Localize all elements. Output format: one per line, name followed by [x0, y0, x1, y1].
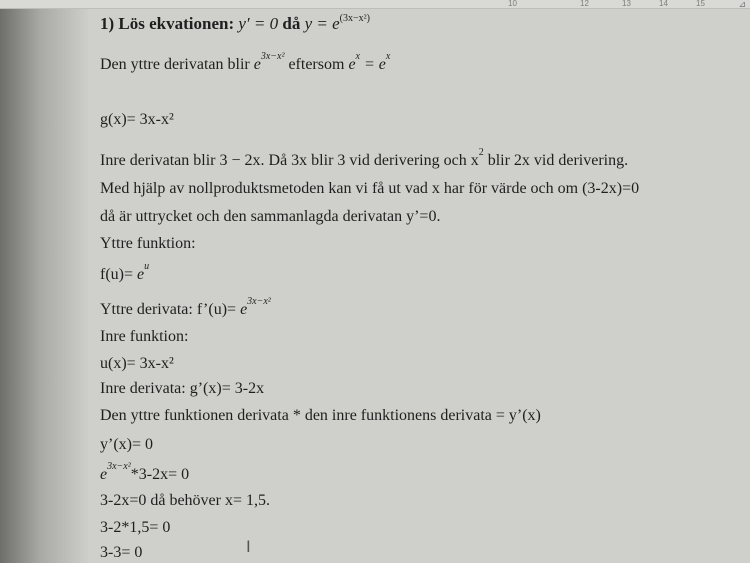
inner-derivative-line: Inre derivatan blir 3 − 2x. Då 3x blir 3 vid derivering och $x^2$ blir 2x vid derivering.: [100, 147, 629, 169]
inner-derivative-def-line: Inre derivata: g’(x)= 3-2x: [100, 380, 265, 397]
inner-function-heading: Inre funktion:: [100, 328, 189, 345]
ruler-label: 13: [622, 0, 631, 8]
inner-function-def-line: u(x)= 3x-x²: [100, 355, 174, 372]
question-line: 1) Lös ekvationen: y′ = 0 då $y = e^{(3x-x^2)}$: [100, 13, 370, 33]
product-equation-line: $e^{3x-x^2}*3-2x= 0$: [100, 461, 190, 483]
derivative-zero-line: y’(x)= 0: [100, 436, 154, 453]
indent-marker-icon[interactable]: ⊿: [738, 0, 746, 9]
text-cursor-icon: I: [246, 537, 251, 556]
ruler-label: 15: [696, 0, 705, 8]
zero-product-line: Med hjälp av nollproduktsmetoden kan vi få ut vad x har för värde och om (3-2x)=0: [100, 180, 640, 197]
solution-line: 3-2x=0 då behöver x= 1,5.: [100, 492, 271, 509]
check-line-2: 3-3= 0: [100, 544, 143, 561]
ruler-label: 10: [508, 0, 517, 8]
check-line-1: 3-2*1,5= 0: [100, 519, 171, 536]
ruler-label: 12: [580, 0, 589, 8]
inner-function-line: g(x)= 3x-x²: [100, 111, 174, 128]
ruler-label: 14: [659, 0, 668, 8]
outer-function-line: $f(u)= e^u$: [100, 261, 150, 283]
document-page[interactable]: [100, 6, 740, 563]
outer-function-heading: Yttre funktion:: [100, 235, 196, 252]
outer-derivative-line: Den yttre derivatan blir $e^{3x-x^2}$ eftersom $e^x = e^x$: [100, 51, 391, 73]
outer-derivative-result-line: Yttre derivata: f’(u)= $e^{3x-x^2}$: [100, 296, 271, 318]
zero-product-conclusion-line: då är uttrycket och den sammanlagda derivatan y’=0.: [100, 208, 441, 225]
screen-vignette: [0, 0, 90, 563]
chain-rule-line: Den yttre funktionen derivata * den inre funktionens derivata = y’(x): [100, 407, 541, 424]
